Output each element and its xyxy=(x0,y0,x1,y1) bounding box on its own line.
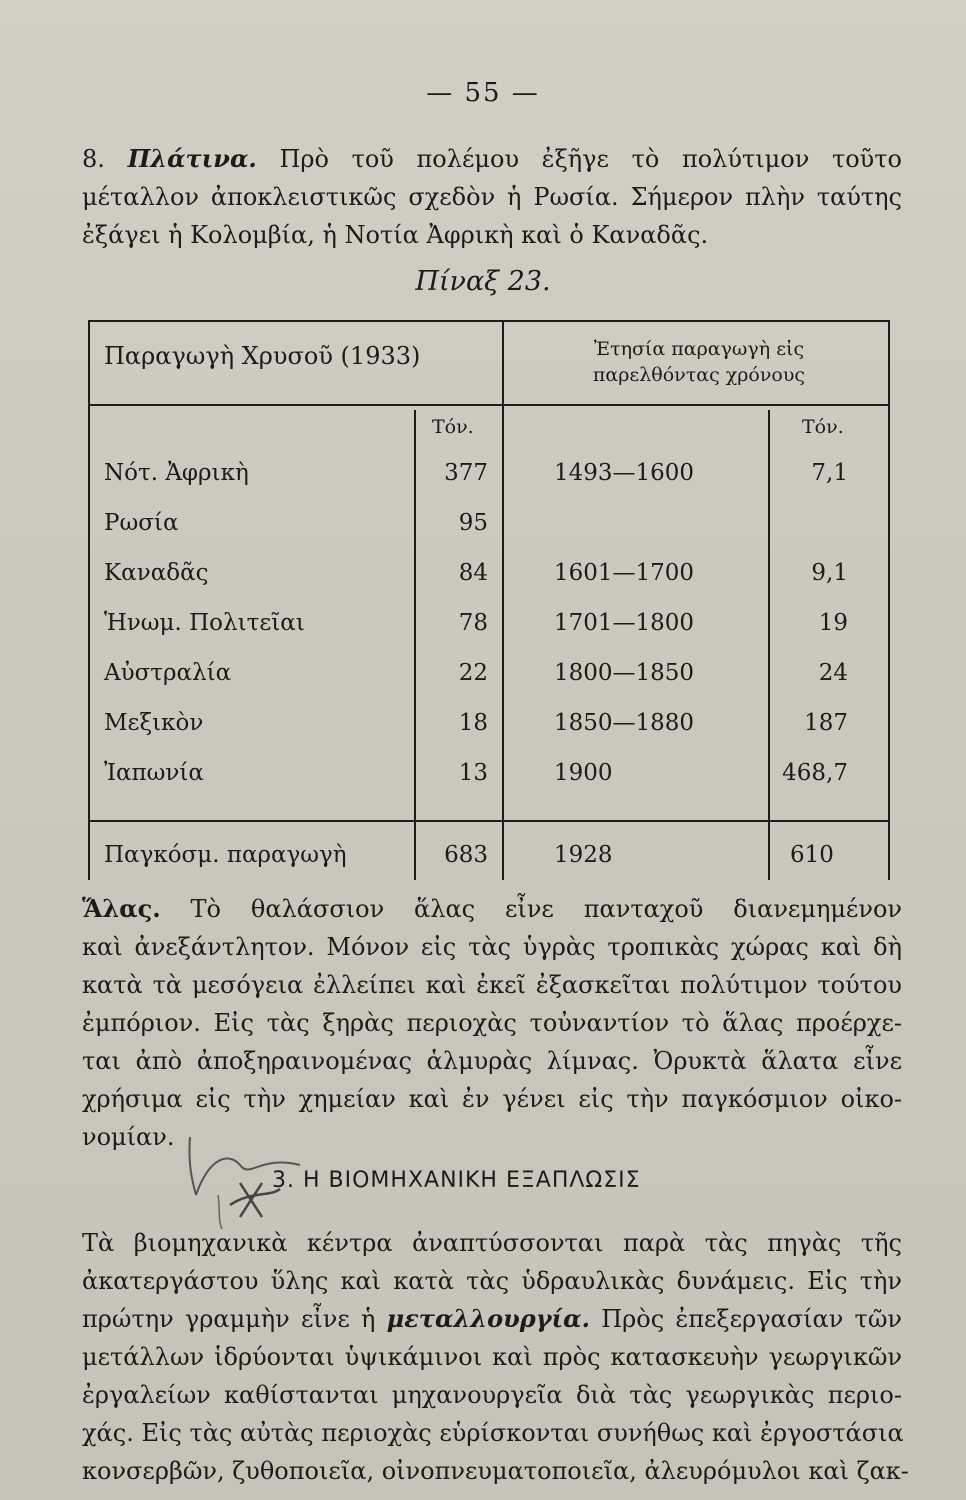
text-line: Τὸ θαλάσσιον ἅλας εἶνε πανταχοῦ διανεμημένον xyxy=(190,895,902,923)
row-country: Αὐστραλία xyxy=(104,660,232,686)
header-divider xyxy=(88,404,890,406)
industry-paragraph: Τὰ βιομηχανικὰ κέντρα ἀναπτύσσονται παρὰ τὰς πηγὰς τῆς ἀκατεργάστου ὕλης καὶ κατὰ τὰς ὑδραυλικὰς δυνάμεις. Εἰς τὴν πρώτην γραμμὴν εἶνε ἡ μεταλλουργία. Πρὸς ἐπεξεργασίαν τῶν μετάλλων ἱδρύονται ὑψικάμινοι καὶ πρὸς κατασκευὴν γεωργικῶν ἐργαλείων καθίστανται μηχανουργεῖα διὰ τὰς γεωργικὰς περιο- χάς. Εἰς τὰς αὐτὰς περιοχὰς εὑρίσκονται συνήθως καὶ ἐργοστάσια κονσερβῶν, ζυθοποιεῖα, οἰνοπνευματοποιεῖα, ἀλευρόμυλοι καὶ ζακ- xyxy=(82,1224,902,1490)
table-top-border xyxy=(88,320,890,322)
column-divider-main xyxy=(502,320,504,880)
row-annual: 468,7 xyxy=(782,760,848,786)
text-line: μέταλλον ἀποκλειστικῶς σχεδὸν ἡ Ρωσία. Σήμερον πλὴν ταύτης xyxy=(82,183,902,211)
row-country: Ἰαπωνία xyxy=(104,760,204,786)
row-tons: 84 xyxy=(458,560,488,586)
page-number: — 55 — xyxy=(426,78,540,108)
text-line: μετάλλων ἱδρύονται ὑψικάμινοι καὶ πρὸς κατασκευὴν γεωργικῶν xyxy=(82,1343,902,1371)
text-line: Πρὸ τοῦ πολέμου ἐξῆγε τὸ πολύτιμον τοῦτο xyxy=(279,145,902,173)
row-period: 1701—1800 xyxy=(554,610,695,636)
row-country: Ἡνωμ. Πολιτεῖαι xyxy=(104,610,305,636)
text-line: ἐμπόριον. Εἰς τὰς ξηρὰς περιοχὰς τοὐναντίον τὸ ἅλας προέρχε- xyxy=(82,1009,902,1037)
text-line: χρήσιμα εἰς τὴν χημείαν καὶ ἐν γένει εἰς τὴν παγκόσμιον οἰκο- xyxy=(82,1085,902,1113)
total-annual: 610 xyxy=(790,842,834,868)
text-line: ται ἀπὸ ἀποξηραινομένας ἁλμυρὰς λίμνας. Ὀρυκτὰ ἅλατα εἶνε xyxy=(82,1047,902,1075)
row-tons: 13 xyxy=(458,760,488,786)
gold-production-table xyxy=(88,320,890,880)
table-left-border xyxy=(88,320,90,880)
unit-tons-left: Τόν. xyxy=(432,416,474,438)
text-line: ἐργαλείων καθίστανται μηχανουργεῖα διὰ τὰς γεωργικὰς περιο- xyxy=(82,1381,902,1409)
row-period: 1493—1600 xyxy=(554,460,695,486)
unit-tons-right: Τόν. xyxy=(802,416,844,438)
row-period: 1601—1700 xyxy=(554,560,695,586)
column-divider-tons xyxy=(414,410,416,880)
right-header: Ἐτησία παραγωγὴ εἰς παρελθόντας χρόνους xyxy=(592,338,806,386)
row-country: Μεξικὸν xyxy=(104,710,204,736)
row-tons: 18 xyxy=(458,710,488,736)
salt-heading: Ἅλας. xyxy=(82,894,161,923)
row-annual: 187 xyxy=(804,710,848,736)
column-divider-annual xyxy=(768,410,770,880)
total-label: Παγκόσμ. παραγωγὴ xyxy=(104,842,347,868)
total-year: 1928 xyxy=(554,842,613,868)
text-line: κατὰ τὰ μεσόγεια ἐλλείπει καὶ ἐκεῖ ἐξασκεῖται πολύτιμον τούτου xyxy=(82,971,902,999)
row-period: 1850—1880 xyxy=(554,710,695,736)
text-line: καὶ ἀνεξάντλητον. Μόνον εἰς τὰς ὑγρὰς τροπικὰς χώρας καὶ δὴ xyxy=(82,933,902,961)
row-country: Νότ. Ἀφρικὴ xyxy=(104,460,249,486)
row-annual: 9,1 xyxy=(811,560,848,586)
row-country: Ρωσία xyxy=(104,510,179,536)
text-line: ἐξάγει ἡ Κολομβία, ἡ Νοτία Ἀφρικὴ καὶ ὁ Καναδᾶς. xyxy=(82,221,709,249)
item-number: 8. xyxy=(82,145,105,173)
total-tons: 683 xyxy=(444,842,488,868)
salt-paragraph xyxy=(82,890,902,1156)
table-caption: Πίναξ 23. xyxy=(415,266,551,297)
metallurgy-term: μεταλλουργία. xyxy=(386,1304,590,1333)
table-right-border xyxy=(888,320,890,880)
text-line: ἀκατεργάστου ὕλης καὶ κατὰ τὰς ὑδραυλικὰς δυνάμεις. Εἰς τὴν xyxy=(82,1267,902,1295)
row-annual: 24 xyxy=(818,660,848,686)
row-annual: 7,1 xyxy=(811,460,848,486)
row-tons: 377 xyxy=(444,460,488,486)
row-period: 1800—1850 xyxy=(554,660,695,686)
text-line: νομίαν. xyxy=(82,1123,175,1151)
platinum-paragraph xyxy=(82,140,902,254)
text-line: χάς. Εἰς τὰς αὐτὰς περιοχὰς εὑρίσκονται συνήθως καὶ ἐργοστάσια xyxy=(82,1419,904,1447)
row-tons: 95 xyxy=(458,510,488,536)
section-heading: 3. Η ΒΙΟΜΗΧΑΝΙΚΗ ΕΞΑΠΛΩΣΙΣ xyxy=(272,1168,641,1193)
row-country: Καναδᾶς xyxy=(104,560,209,586)
text-line: κονσερβῶν, ζυθοποιεῖα, οἰνοπνευματοποιεῖα, ἀλευρόμυλοι καὶ ζακ- xyxy=(82,1457,909,1485)
platinum-heading: Πλάτινα. xyxy=(127,144,257,173)
row-period: 1900 xyxy=(554,760,613,786)
text-line: Τὰ βιομηχανικὰ κέντρα ἀναπτύσσονται παρὰ τὰς πηγὰς τῆς xyxy=(82,1229,902,1257)
left-header: Παραγωγὴ Χρυσοῦ (1933) xyxy=(104,342,421,370)
row-annual: 19 xyxy=(818,610,848,636)
row-tons: 78 xyxy=(458,610,488,636)
row-tons: 22 xyxy=(458,660,488,686)
